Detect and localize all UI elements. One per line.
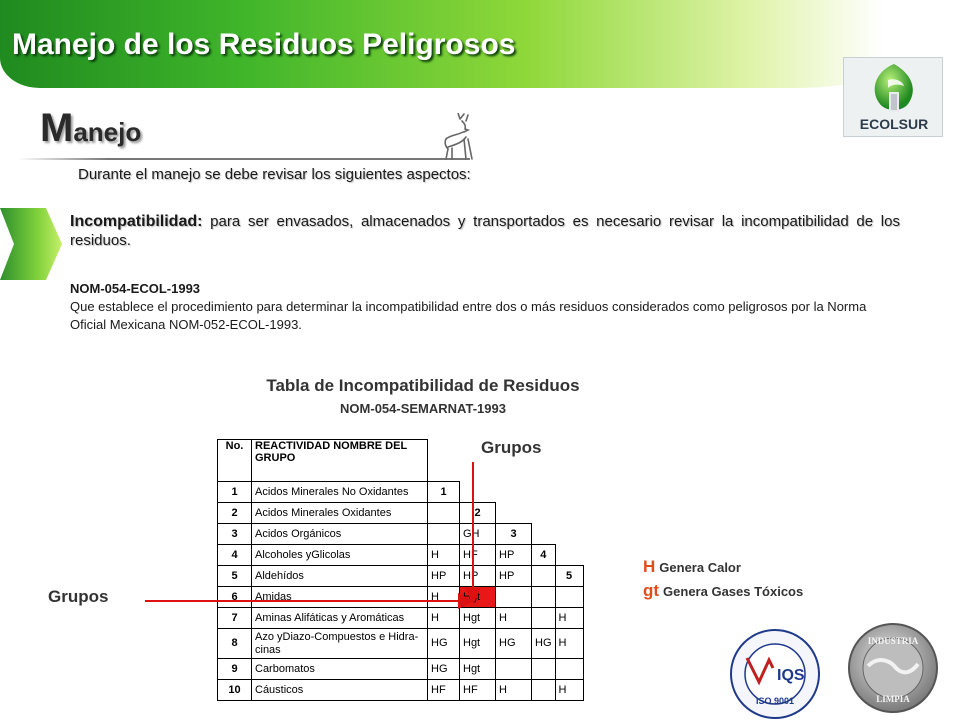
table-cell: [532, 503, 556, 524]
table-cell: [532, 482, 556, 503]
page-title: Manejo de los Residuos Peligrosos: [12, 28, 516, 61]
row-number: 8: [218, 629, 252, 659]
deer-icon: [438, 113, 480, 161]
table-row: [218, 587, 584, 608]
table-cell: HF: [428, 680, 460, 701]
table-cell: 5: [555, 566, 583, 587]
table-row: [218, 503, 584, 524]
incompatibility-term: Incompatibilidad:: [70, 213, 203, 230]
industria-limpia-seal-icon: [846, 622, 940, 714]
industria-seal-bottom-text: LIMPIA: [876, 694, 910, 704]
table-cell: H: [496, 608, 532, 629]
table-cell: [496, 482, 532, 503]
table-cell: [496, 503, 532, 524]
table-cell: [460, 482, 496, 503]
table-cell: [532, 680, 556, 701]
table-cell: H: [555, 629, 583, 659]
table-cell: [555, 482, 583, 503]
row-group-name: Alcoholes yGlicolas: [252, 545, 428, 566]
row-number: 3: [218, 524, 252, 545]
groups-left-label: Grupos: [48, 587, 109, 606]
incompatibility-text: para ser envasados, almacenados y transportados es necesario revisar la incompatibilidad de los residuos.: [70, 213, 900, 249]
row-group-name: Acidos Minerales No Oxidantes: [252, 482, 428, 503]
table-cell: HP: [460, 566, 496, 587]
table-cell: HG: [496, 629, 532, 659]
ecolsur-logo: [843, 57, 943, 137]
incompatibility-table: [217, 439, 584, 701]
header-banner: [0, 0, 960, 88]
legend: [643, 557, 803, 605]
table-row: [218, 629, 584, 659]
legend-item-heat: [643, 557, 803, 581]
table-cell: HG: [428, 659, 460, 680]
legend-item-toxic-gas: [643, 581, 803, 605]
table-cell: [555, 545, 583, 566]
row-group-name: Aldehídos: [252, 566, 428, 587]
table-cell: [496, 587, 532, 608]
table-cell: [555, 503, 583, 524]
table-cell: HG: [428, 629, 460, 659]
row-group-name: Aminas Alifáticas y Aromáticas: [252, 608, 428, 629]
table-cell: GH: [460, 524, 496, 545]
legend-key: gt: [643, 581, 660, 600]
row-group-name: Carbomatos: [252, 659, 428, 680]
table-cell: [555, 587, 583, 608]
row-group-name: Acidos Minerales Oxidantes: [252, 503, 428, 524]
table-row: [218, 680, 584, 701]
table-row: [218, 482, 584, 503]
green-arrow-bullet-icon: [0, 208, 62, 280]
row-number: 1: [218, 482, 252, 503]
table-cell: HF: [460, 545, 496, 566]
table-cell: [428, 503, 460, 524]
legend-key: H: [643, 557, 656, 576]
row-number: 5: [218, 566, 252, 587]
row-number: 4: [218, 545, 252, 566]
table-cell: H: [555, 608, 583, 629]
table-cell: 1: [428, 482, 460, 503]
highlighted-cell: Hgt: [460, 587, 496, 608]
table-row: [218, 659, 584, 680]
table-cell: HP: [496, 566, 532, 587]
table-cell: 3: [496, 524, 532, 545]
table-cell: HF: [460, 680, 496, 701]
table-cell: HP: [428, 566, 460, 587]
row-number: 6: [218, 587, 252, 608]
table-cell: [532, 659, 556, 680]
table-cell: Hgt: [460, 608, 496, 629]
row-group-name: Amidas: [252, 587, 428, 608]
table-row: [218, 566, 584, 587]
table-cell: [428, 524, 460, 545]
table-cell: H: [428, 608, 460, 629]
table-cell: H: [496, 680, 532, 701]
table-cell: [555, 659, 583, 680]
legend-text: Genera Gases Tóxicos: [663, 584, 804, 599]
row-number: 10: [218, 680, 252, 701]
table-cell: [532, 524, 556, 545]
table-cell: 2: [460, 503, 496, 524]
section-heading: [40, 106, 141, 151]
header-group: REACTIVIDAD NOMBRE DEL GRUPO: [252, 440, 428, 482]
table-cell: Hgt: [460, 659, 496, 680]
table-cell: [532, 587, 556, 608]
table-cell: [532, 608, 556, 629]
iqs-seal-text: IQS: [777, 667, 805, 684]
incompatibility-paragraph: [70, 212, 900, 250]
table-title: Tabla de Incompatibilidad de Residuos: [266, 376, 580, 395]
header-no: No.: [218, 440, 252, 482]
iqs-certification-seal-icon: [725, 624, 825, 720]
table-cell: H: [555, 680, 583, 701]
section-heading-initial: M: [40, 106, 74, 150]
table-cell: 4: [532, 545, 556, 566]
table-row: [218, 545, 584, 566]
norm-description: Que establece el procedimiento para determinar la incompatibilidad entre dos o más residuos considerados como peligrosos por la Norma Oficial Mexicana NOM-052-ECOL-1993.: [70, 299, 867, 332]
row-number: 2: [218, 503, 252, 524]
table-cell: H: [428, 545, 460, 566]
table-row: [218, 608, 584, 629]
row-number: 7: [218, 608, 252, 629]
norm-block: [70, 280, 890, 334]
row-group-name: Azo yDiazo-Compuestos e Hidra-cinas: [252, 629, 428, 659]
row-group-name: Cáusticos: [252, 680, 428, 701]
iqs-seal-iso-text: ISO 9001: [755, 696, 795, 706]
table-cell: HP: [496, 545, 532, 566]
table-subtitle: NOM-054-SEMARNAT-1993: [340, 401, 506, 416]
norm-code: NOM-054-ECOL-1993: [70, 281, 201, 296]
table-cell: Hgt: [460, 629, 496, 659]
legend-text: Genera Calor: [659, 560, 741, 575]
table-cell: HG: [532, 629, 556, 659]
table-cell: [555, 524, 583, 545]
groups-top-label: Grupos: [481, 438, 542, 457]
table-cell: [496, 659, 532, 680]
table-cell: [532, 566, 556, 587]
row-group-name: Acidos Orgánicos: [252, 524, 428, 545]
industria-seal-top-text: INDUSTRIA: [867, 636, 919, 646]
heading-divider: [18, 158, 470, 160]
table-row: [218, 524, 584, 545]
intro-text: Durante el manejo se debe revisar los siguientes aspectos:: [78, 166, 471, 183]
table-cell: H: [428, 587, 460, 608]
section-heading-rest: anejo: [73, 117, 142, 147]
logo-text: ECOLSUR: [859, 116, 929, 132]
row-number: 9: [218, 659, 252, 680]
